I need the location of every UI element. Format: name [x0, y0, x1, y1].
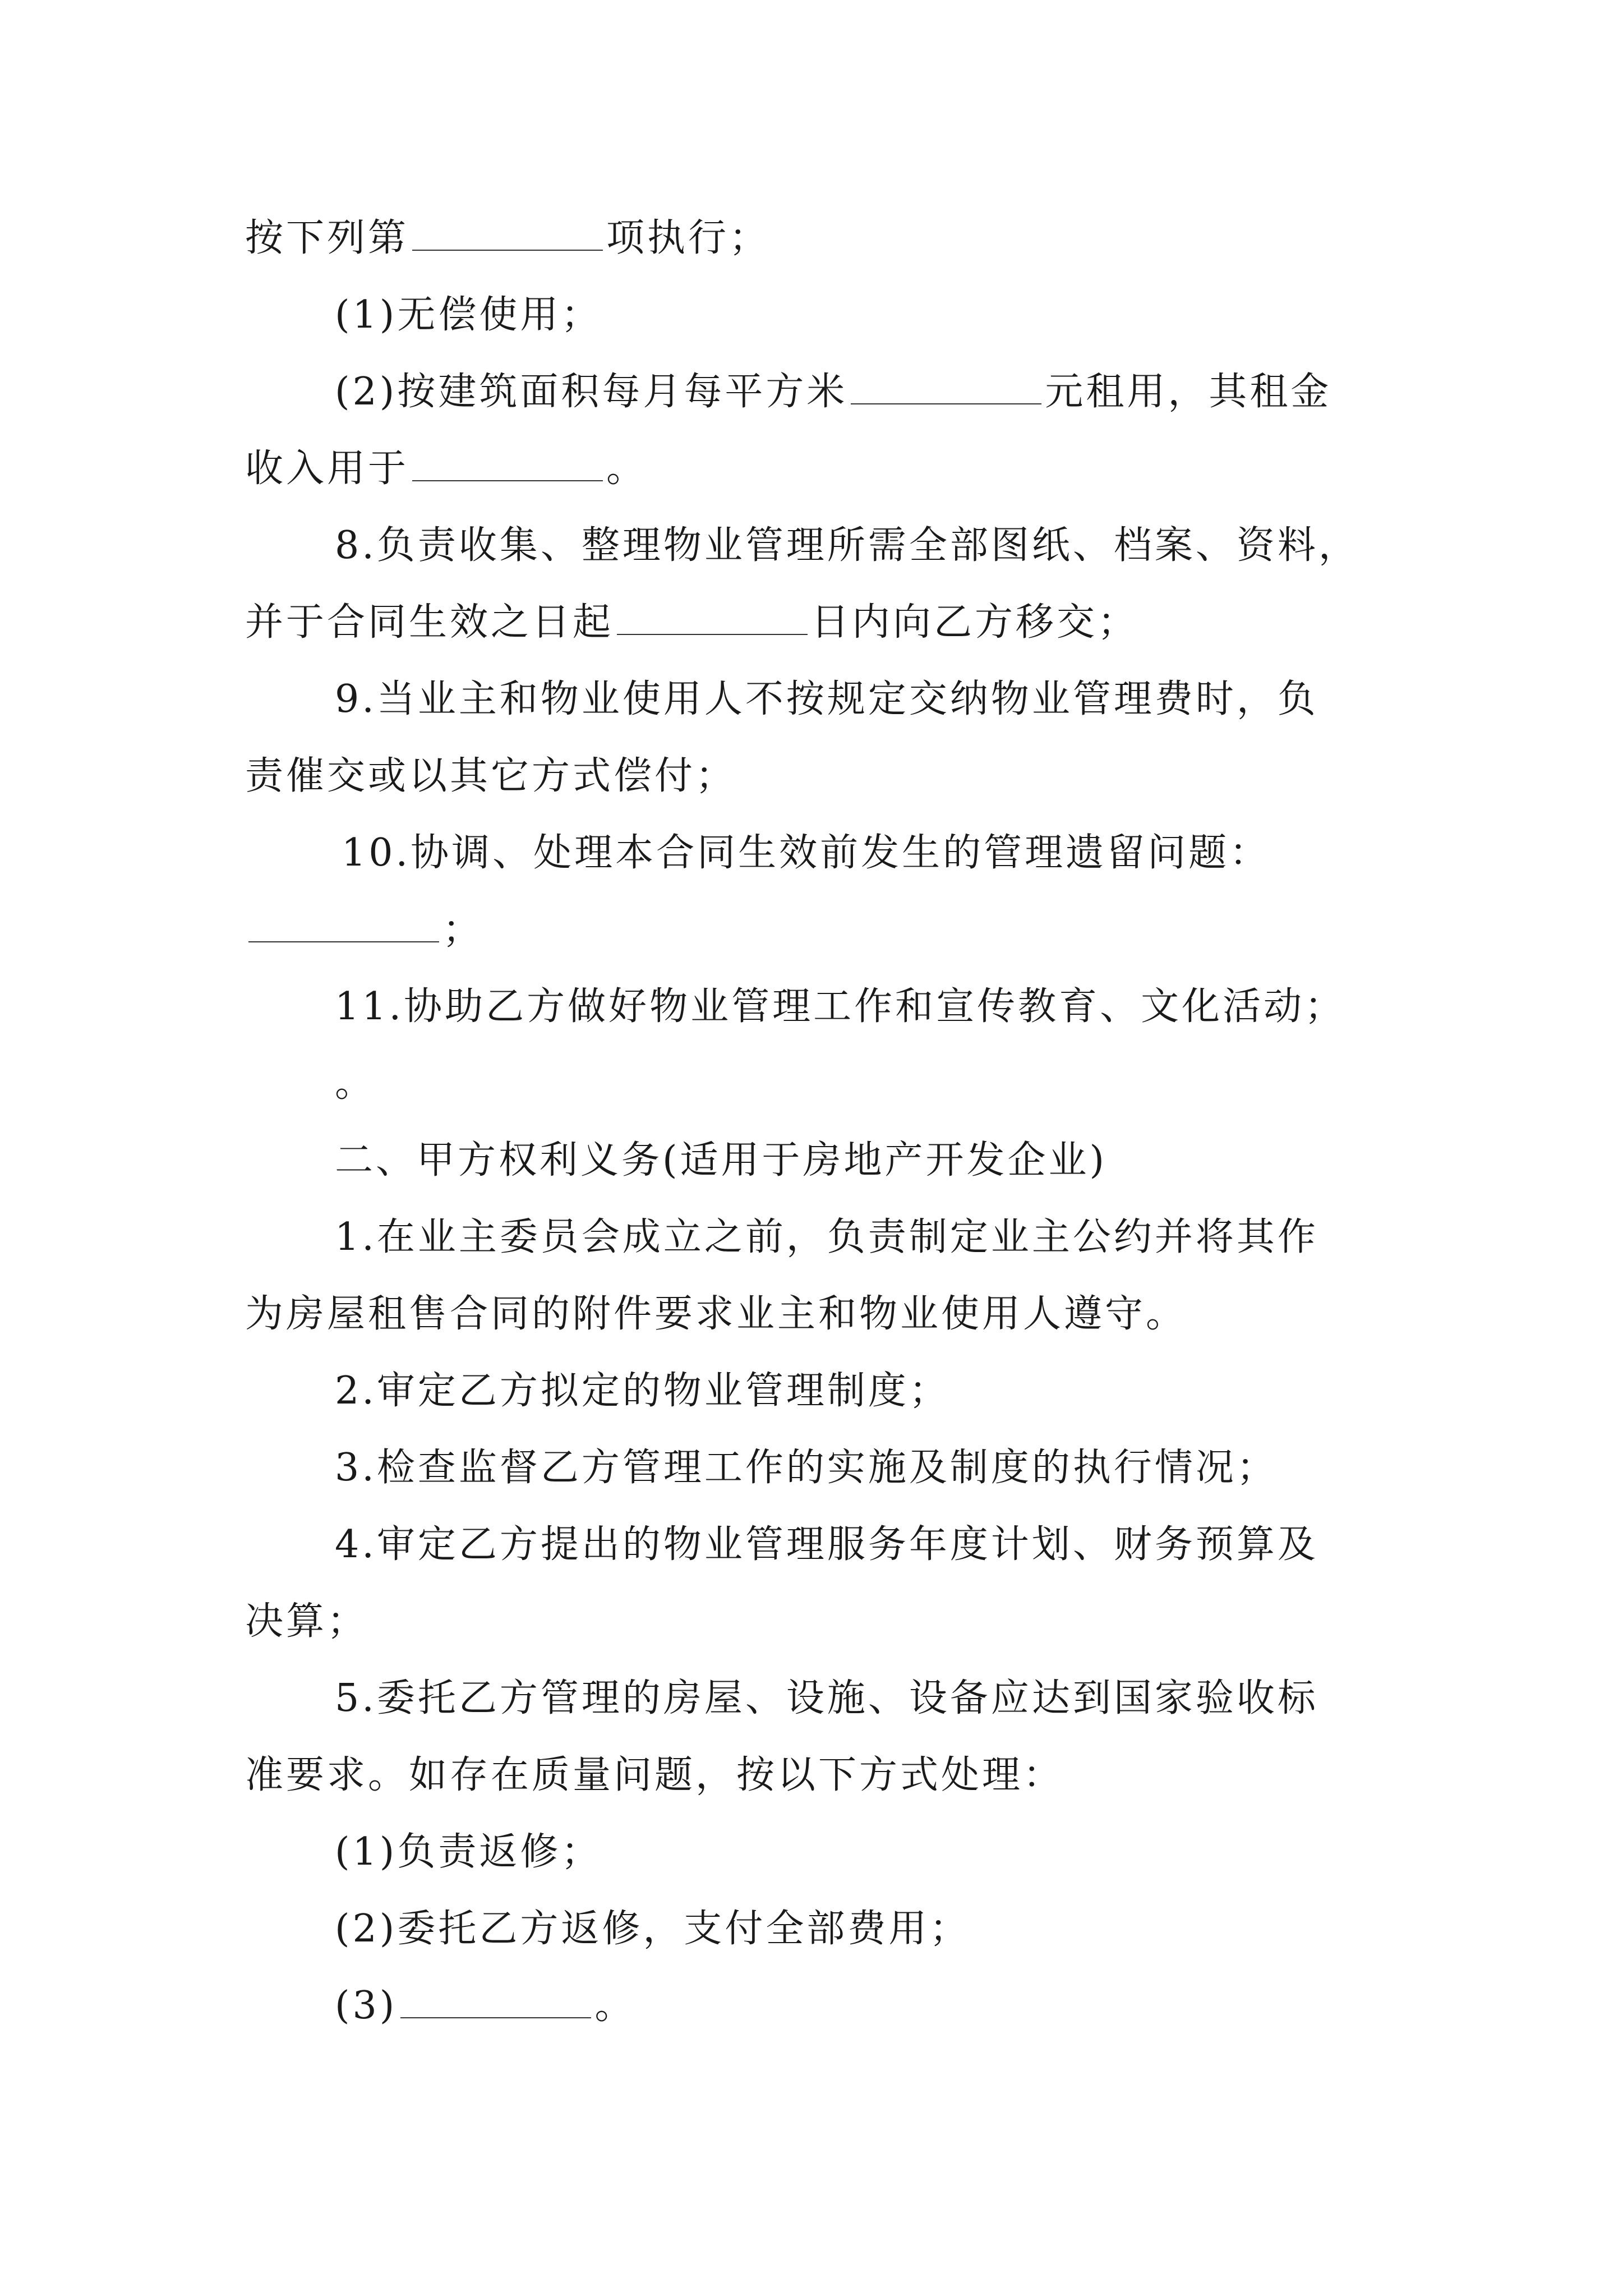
paragraph-line — [245, 1890, 1395, 1967]
line-text: (1)无偿使用； — [335, 293, 602, 337]
paragraph-line — [245, 1967, 1395, 2044]
paragraph-line — [245, 1045, 1395, 1122]
line-text: 决算； — [245, 1599, 368, 1644]
fill-in-blank — [412, 216, 603, 251]
line-text: 二、甲方权利义务(适用于房地产开发企业) — [335, 1138, 1108, 1182]
line-text: (3) — [335, 1984, 398, 2028]
line-text: 2.审定乙方拟定的物业管理制度； — [335, 1369, 950, 1413]
paragraph-line — [245, 1276, 1395, 1352]
paragraph-line — [245, 815, 1395, 891]
paragraph-line — [245, 277, 1395, 353]
paragraph-line — [245, 353, 1395, 430]
document-body — [245, 200, 1395, 2044]
fill-in-blank — [617, 600, 808, 635]
line-text-after: ； — [442, 908, 484, 952]
line-text: 3.检查监督乙方管理工作的实施及制度的执行情况； — [335, 1446, 1278, 1490]
line-text-after: 。 — [606, 447, 648, 491]
line-text: 5.委托乙方管理的房屋、设施、设备应达到国家验收标 — [335, 1676, 1318, 1720]
fill-in-blank — [412, 447, 603, 481]
fill-in-blank — [851, 370, 1041, 404]
line-text: (1)负责返修； — [335, 1830, 602, 1874]
paragraph-line — [245, 738, 1395, 815]
paragraph-line — [245, 1583, 1395, 1660]
line-text: (2)委托乙方返修，支付全部费用； — [335, 1907, 971, 1951]
paragraph-line — [245, 1429, 1395, 1506]
line-text: 。 — [335, 1061, 376, 1106]
paragraph-line — [245, 1199, 1395, 1276]
paragraph-line — [245, 507, 1395, 584]
line-text: 为房屋租售合同的附件要求业主和物业使用人遵守。 — [245, 1292, 1187, 1336]
line-text-after: 日内向乙方移交； — [811, 600, 1139, 645]
line-text: 准要求。如存在质量问题，按以下方式处理： — [245, 1753, 1064, 1797]
paragraph-line — [245, 584, 1395, 661]
line-text-after: 。 — [594, 1984, 636, 2028]
line-text: 9.当业主和物业使用人不按规定交纳物业管理费时，负 — [335, 677, 1318, 721]
paragraph-line — [245, 200, 1395, 277]
line-text: 收入用于 — [245, 447, 409, 491]
paragraph-line — [245, 968, 1395, 1045]
line-text: 10.协调、处理本合同生效前发生的管理遗留问题： — [342, 831, 1271, 875]
paragraph-line — [245, 1660, 1395, 1737]
paragraph-line — [245, 1814, 1395, 1890]
paragraph-line — [245, 1737, 1395, 1814]
paragraph-line — [245, 1122, 1395, 1199]
line-text: 按下列第 — [245, 216, 409, 260]
paragraph-line — [245, 430, 1395, 507]
paragraph-line — [245, 891, 1395, 968]
line-text: 8.负责收集、整理物业管理所需全部图纸、档案、资料， — [335, 523, 1359, 568]
line-text: 责催交或以其它方式偿付； — [245, 754, 737, 798]
line-text: (2)按建筑面积每月每平方米 — [335, 370, 848, 414]
line-text: 1.在业主委员会成立之前，负责制定业主公约并将其作 — [335, 1215, 1318, 1259]
line-text: 11.协助乙方做好物业管理工作和宣传教育、文化活动； — [335, 984, 1346, 1029]
line-text: 并于合同生效之日起 — [245, 600, 614, 645]
line-text-after: 元租用，其租金 — [1045, 370, 1332, 414]
paragraph-line — [245, 1506, 1395, 1583]
paragraph-line — [245, 661, 1395, 738]
fill-in-blank — [248, 908, 439, 942]
line-text: 4.审定乙方提出的物业管理服务年度计划、财务预算及 — [335, 1522, 1318, 1567]
line-text-after: 项执行； — [606, 216, 771, 260]
fill-in-blank — [400, 1984, 591, 2018]
paragraph-line — [245, 1352, 1395, 1429]
